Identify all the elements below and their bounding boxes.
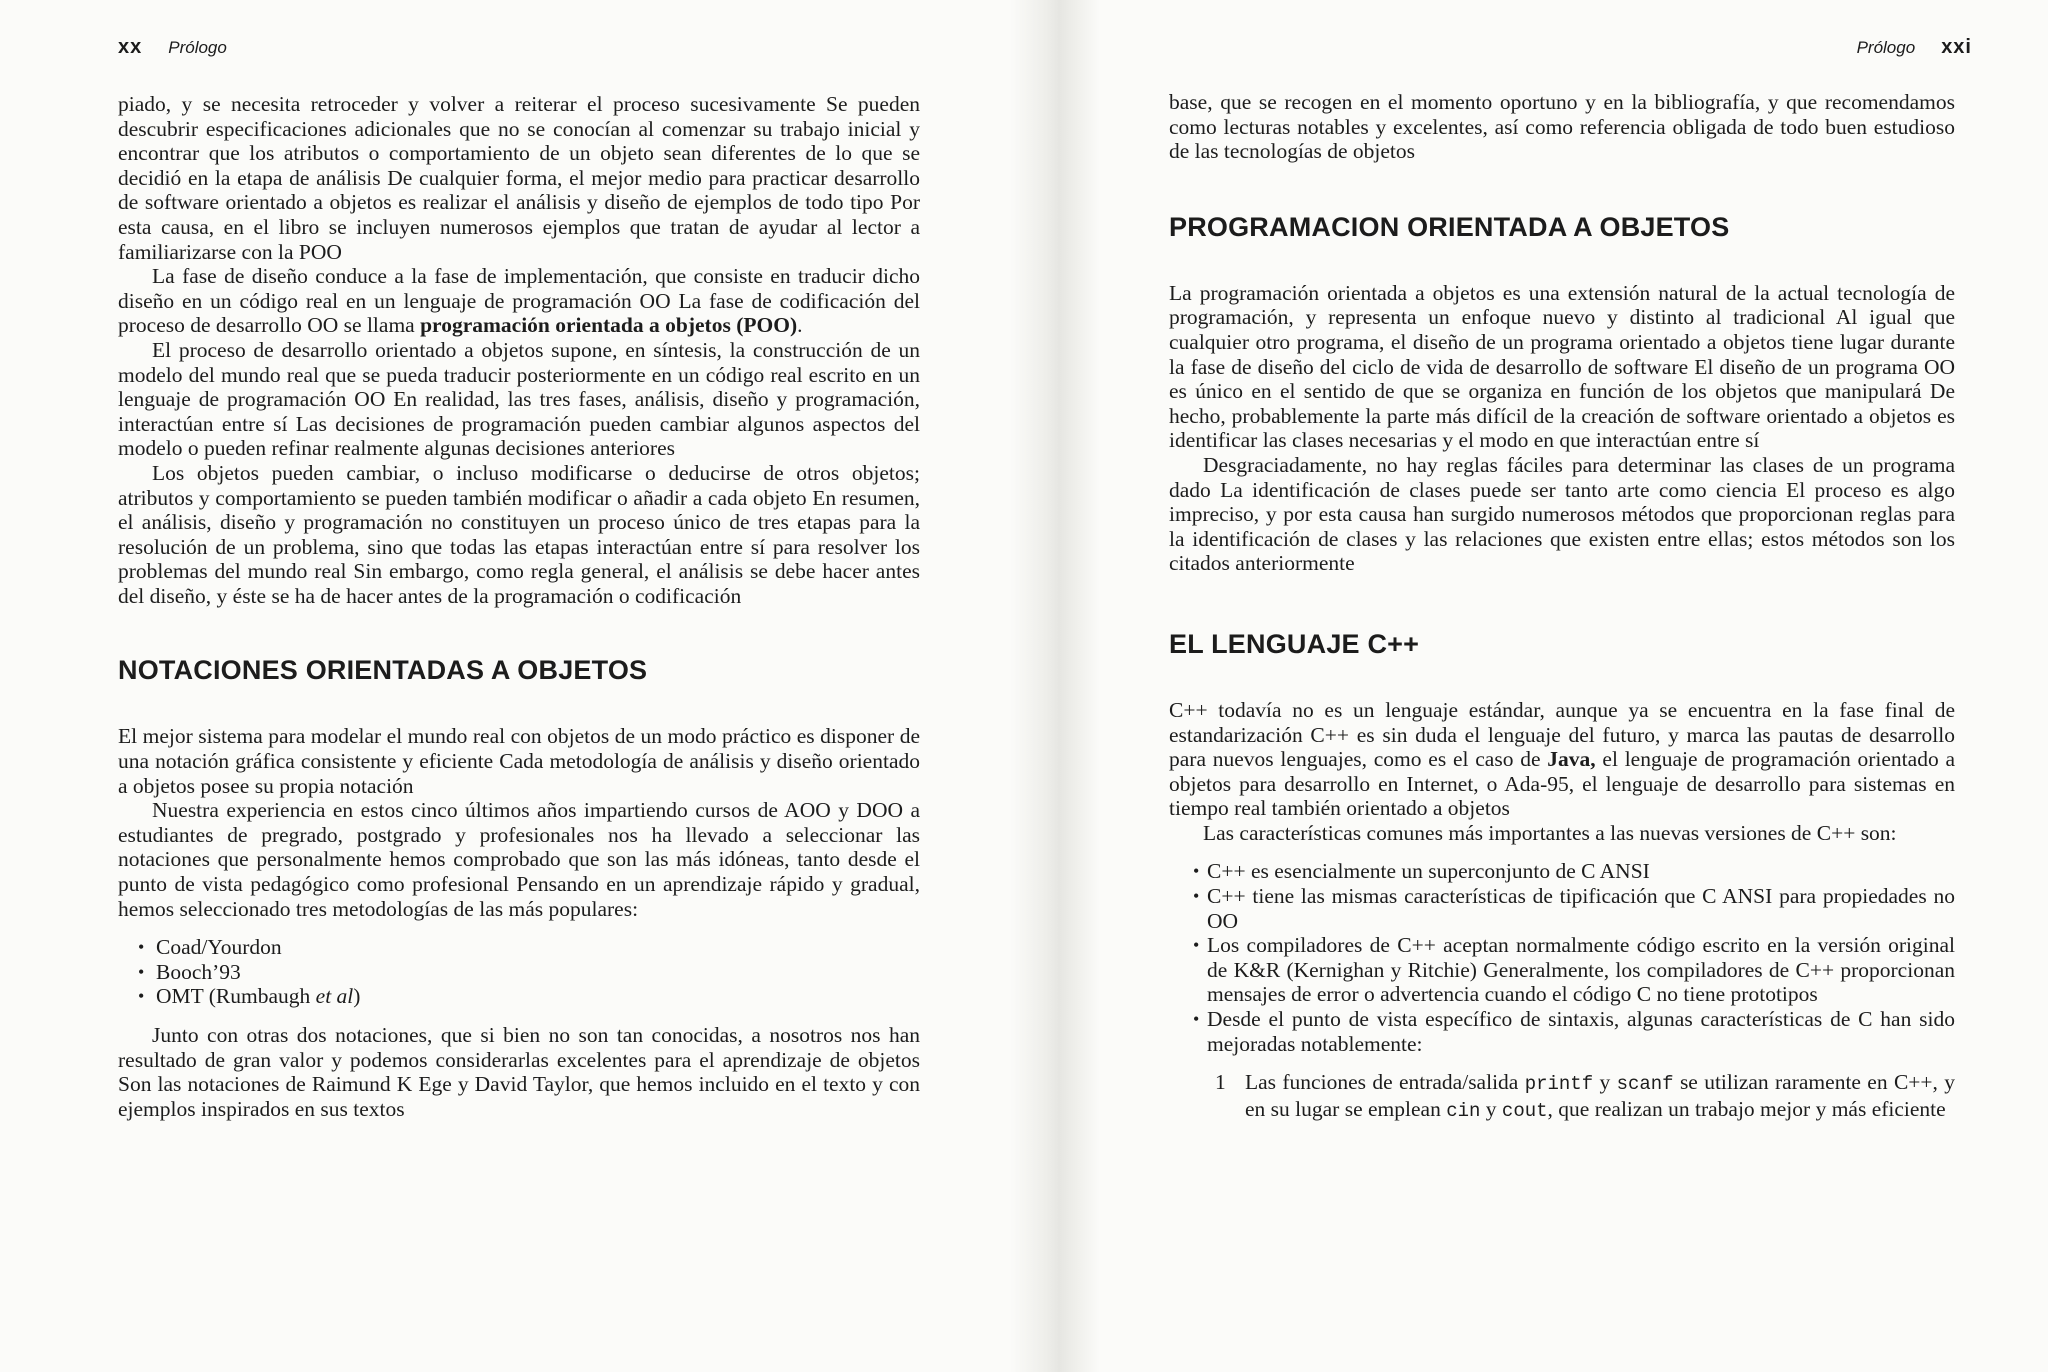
list-item bbox=[1169, 1007, 1955, 1056]
paragraph-text: La fase de diseño conduce a la fase de implementación, que consiste en traducir dicho diseño en un código real en un lenguaje de programación OO La fase de codificación del proceso de desarrollo OO se llama bbox=[118, 264, 920, 338]
list-item-text: C++ es esencialmente un superconjunto de C ANSI bbox=[1207, 859, 1650, 884]
syntax-improvements-list bbox=[1169, 1070, 1955, 1123]
list-item-text: Coad/Yourdon bbox=[156, 935, 282, 960]
section-heading: NOTACIONES ORIENTADAS A OBJETOS bbox=[118, 655, 648, 686]
running-title: Prólogo bbox=[168, 38, 227, 57]
page-number: xxi bbox=[1941, 36, 1972, 58]
bullet-icon: • bbox=[138, 986, 145, 1007]
list-item bbox=[1169, 859, 1955, 884]
bold-term: Java, bbox=[1547, 747, 1596, 772]
paragraph: El proceso de desarrollo orientado a objetos supone, en síntesis, la construcción de un modelo del mundo real que se pueda traducir posteriormente en un código real escrito en un lenguaje de programación OO En realidad, las tres fases, análisis, diseño y programación, interactúan entre sí Las decisiones de programación pueden cambiar algunos aspectos del modelo o pueden refinar realmente algunas decisiones anteriores bbox=[118, 337, 920, 461]
left-running-head bbox=[118, 36, 227, 59]
bullet-icon: • bbox=[138, 961, 145, 982]
item-text: y bbox=[1593, 1070, 1617, 1095]
list-item bbox=[1169, 884, 1955, 933]
list-item-text: C++ tiene las mismas características de tipificación que C ANSI para propiedades no OO bbox=[1207, 884, 1955, 933]
bullet-icon: • bbox=[1193, 1009, 1200, 1030]
list-item bbox=[1169, 933, 1955, 1007]
list-item bbox=[118, 960, 920, 985]
item-number: 1 bbox=[1215, 1070, 1226, 1095]
paragraph: El mejor sistema para modelar el mundo real con objetos de un modo práctico es disponer de una notación gráfica consistente y eficiente Cada metodología de análisis y diseño orientado a objetos posee su propia notación bbox=[118, 724, 920, 798]
list-item-text: Los compiladores de C++ aceptan normalmente código escrito en la versión original de K&R (Kernighan y Ritchie) Generalmente, los compiladores de C++ proporcionan mensajes de error o advertencia cuando el código C no tiene prototipos bbox=[1207, 933, 1955, 1007]
running-title: Prólogo bbox=[1856, 38, 1916, 57]
page-number: xx bbox=[118, 36, 143, 58]
item-text: y bbox=[1480, 1096, 1502, 1121]
item-text: se utilizan raramente en C++, y en su lugar se emplean bbox=[1245, 1070, 1956, 1121]
bullet-icon: • bbox=[1193, 886, 1200, 907]
paragraph: Junto con otras dos notaciones, que si bien no son tan conocidas, a nosotros nos han resultado de gran valor y podemos considerarlas excelentes para el aprendizaje de objetos Son las notaciones de Raimund K Ege y David Taylor, que hemos incluido en el texto y con ejemplos inspirados en sus textos bbox=[118, 1023, 920, 1121]
paragraph: Las características comunes más importantes a las nuevas versiones de C++ son: bbox=[1203, 820, 1897, 845]
features-list bbox=[1169, 859, 1955, 1056]
list-item-text: OMT (Rumbaugh bbox=[156, 984, 316, 1009]
list-item-text: Desde el punto de vista específico de sintaxis, algunas características de C han sido mejoradas notablemente: bbox=[1207, 1007, 1955, 1056]
bold-term: programación orientada a objetos (POO) bbox=[420, 313, 798, 338]
paragraph: piado, y se necesita retroceder y volver a reiterar el proceso sucesivamente Se pueden descubrir especificaciones adicionales que no se conocían al comenzar su trabajo inicial y encontrar que los atributos o comportamiento de un objeto sean diferentes de lo que se decidió en la etapa de análisis De cualquier forma, el mejor medio para practicar desarrollo de software orientado a objetos es realizar el análisis y diseño de ejemplos de todo tipo Por esta causa, en el libro se incluyen numerosos ejemplos que tratan de ayudar al lector a familiarizarse con la POO bbox=[118, 92, 920, 264]
numbered-item bbox=[1169, 1070, 1955, 1123]
code-term: cin bbox=[1446, 1099, 1481, 1122]
section-heading: PROGRAMACION ORIENTADA A OBJETOS bbox=[1169, 211, 1730, 242]
item-text: Las funciones de entrada/salida bbox=[1245, 1070, 1525, 1095]
paragraph-text: C++ todavía no es un lenguaje estándar, aunque ya se encuentra en la fase final de estandarización C++ es sin duda el lenguaje del futuro, y marca las pautas de desarrollo para nuevos lenguajes, como es el caso de bbox=[1169, 697, 1955, 772]
paragraph: Nuestra experiencia en estos cinco últimos años impartiendo cursos de AOO y DOO a estudiantes de pregrado, postgrado y profesionales nos ha llevado a seleccionar las notaciones que personalmente hemos comprobado que son las más idóneas, tanto desde el punto de vista pedagógico como profesional Pensando en un aprendizaje rápido y gradual, hemos seleccionado tres metodologías de las más populares: bbox=[118, 798, 920, 921]
paragraph bbox=[1169, 698, 1955, 821]
code-term: printf bbox=[1524, 1073, 1594, 1096]
list-item bbox=[118, 984, 920, 1009]
paragraph: La programación orientada a objetos es una extensión natural de la actual tecnología de programación, y representa un enfoque nuevo y distinto al tradicional Al igual que cualquier otro programa, el diseño de un programa orientado a objetos tiene lugar durante la fase de diseño del ciclo de vida de desarrollo de software El diseño de un programa OO es único en el sentido de que se organiza en función de los objetos que manipulará De hecho, probablemente la parte más difícil de la creación de software orientado a objetos es identificar las clases necesarias y el modo en que interactúan entre sí bbox=[1169, 280, 1955, 453]
item-text: , que realizan un trabajo mejor y más eficiente bbox=[1547, 1096, 1946, 1121]
right-running-head bbox=[1857, 36, 1972, 59]
list-item-text: Booch’93 bbox=[156, 959, 241, 984]
punctuation: . bbox=[797, 313, 803, 338]
left-page bbox=[0, 0, 1020, 1372]
right-text-block bbox=[1169, 90, 1955, 1123]
paragraph: Desgraciadamente, no hay reglas fáciles para determinar las clases de un programa dado La identificación de clases puede ser tanto arte como ciencia El proceso es algo impreciso, y por esta causa han surgido numerosos métodos que proporcionan reglas para la identificación de clases y las relaciones que existen entre ellas; estos métodos son los citados anteriormente bbox=[1169, 452, 1955, 576]
bullet-icon: • bbox=[1193, 861, 1200, 882]
punctuation: ) bbox=[353, 984, 361, 1009]
methodology-list bbox=[118, 935, 920, 1009]
paragraph-text: el lenguaje de programación orientado a objetos para desarrollo en Internet, o Ada-95, el lenguaje de desarrollo para sistemas en tiempo real también orientado a objetos bbox=[1169, 747, 1955, 821]
paragraph bbox=[118, 264, 920, 338]
left-text-block bbox=[118, 92, 920, 1121]
paragraph: base, que se recogen en el momento oportuno y en la bibliografía, y que recomendamos como lecturas notables y excelentes, así como referencia obligada de todo buen estudioso de las tecnologías de objetos bbox=[1169, 90, 1955, 164]
bullet-icon: • bbox=[138, 937, 145, 958]
italic-text: et al bbox=[315, 984, 354, 1009]
code-term: cout bbox=[1501, 1099, 1548, 1122]
right-page bbox=[1080, 0, 2048, 1372]
bullet-icon: • bbox=[1193, 935, 1200, 956]
paragraph: Los objetos pueden cambiar, o incluso modificarse o deducirse de otros objetos; atributos y comportamiento se pueden también modificar o añadir a cada objeto En resumen, el análisis, diseño y programación no constituyen un proceso único de tres etapas para la resolución de un problema, sino que todas las etapas interactúan entre sí para resolver los problemas del mundo real Sin embargo, como regla general, el análisis se debe hacer antes del diseño, y éste se ha de hacer antes de la programación o codificación bbox=[118, 460, 920, 608]
code-term: scanf bbox=[1616, 1073, 1674, 1096]
list-item bbox=[118, 935, 920, 960]
section-heading: EL LENGUAJE C++ bbox=[1169, 628, 1420, 659]
